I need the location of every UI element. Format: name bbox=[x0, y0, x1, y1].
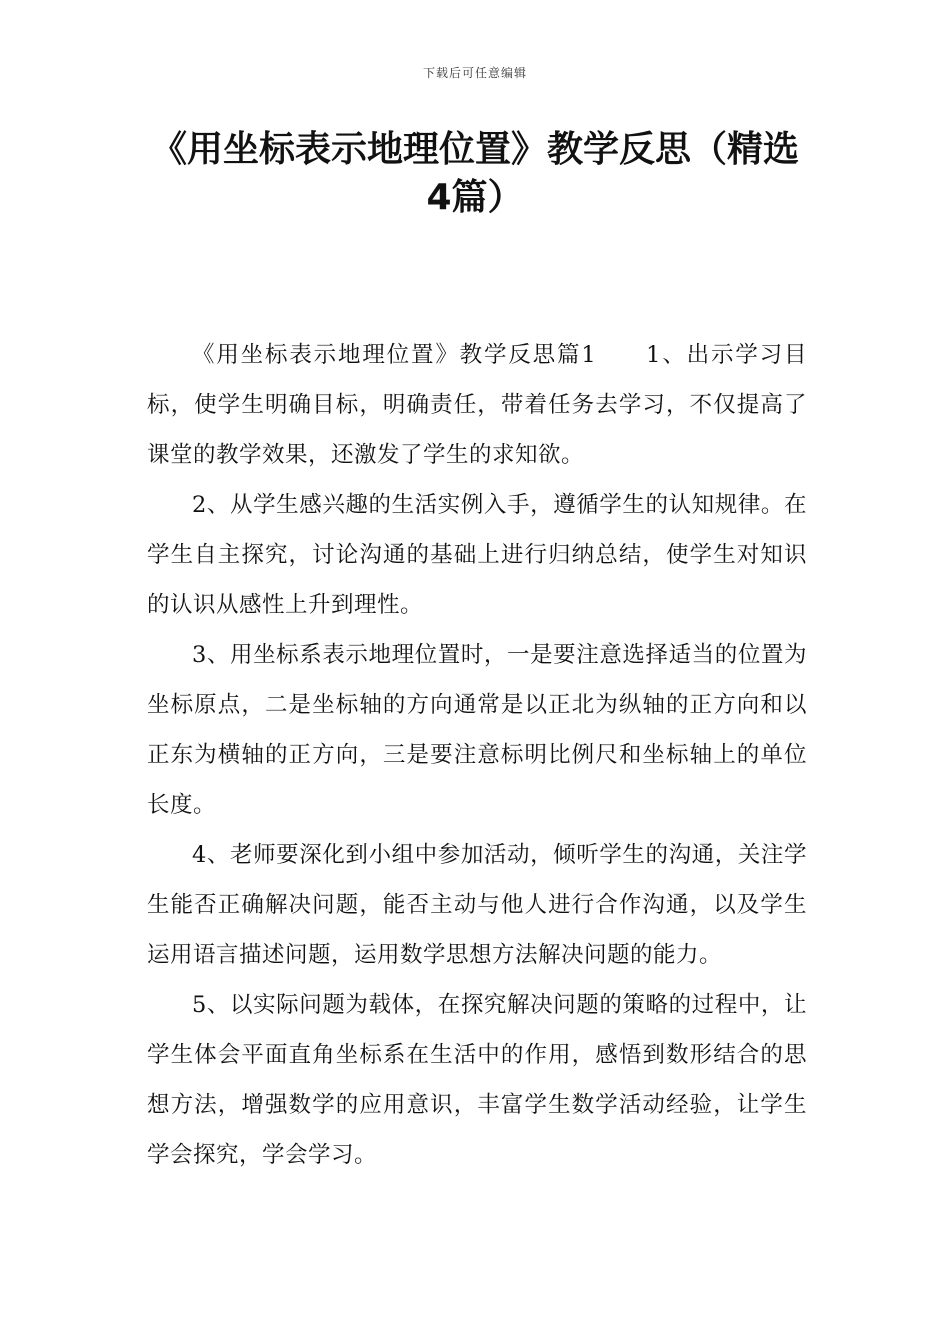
document-title: 《用坐标表示地理位置》教学反思（精选4篇） bbox=[150, 129, 799, 218]
document-body bbox=[147, 330, 807, 1180]
paragraph-2: 2、从学生感兴趣的生活实例入手，遵循学生的认知规律。在学生自主探究，讨论沟通的基础上进行归纳总结，使学生对知识的认识从感性上升到理性。 bbox=[147, 492, 807, 618]
paragraph-4: 4、老师要深化到小组中参加活动，倾听学生的沟通，关注学生能否正确解决问题，能否主动与他人进行合作沟通，以及学生运用语言描述问题，运用数学思想方法解决问题的能力。 bbox=[147, 842, 807, 968]
paragraph-3: 3、用坐标系表示地理位置时，一是要注意选择适当的位置为坐标原点，二是坐标轴的方向通常是以正北为纵轴的正方向和以正东为横轴的正方向，三是要注意标明比例尺和坐标轴上的单位长度。 bbox=[147, 642, 807, 818]
header-note: 下载后可任意编辑 bbox=[422, 66, 527, 80]
paragraph-5: 5、以实际问题为载体，在探究解决问题的策略的过程中，让学生体会平面直角坐标系在生活中的作用，感悟到数形结合的思想方法，增强数学的应用意识，丰富学生数学活动经验，让学生学会探究，学会学习。 bbox=[147, 992, 807, 1168]
paragraph-1: 《用坐标表示地理位置》教学反思篇1 1、出示学习目标，使学生明确目标，明确责任，带着任务去学习，不仅提高了课堂的教学效果，还激发了学生的求知欲。 bbox=[147, 342, 807, 468]
